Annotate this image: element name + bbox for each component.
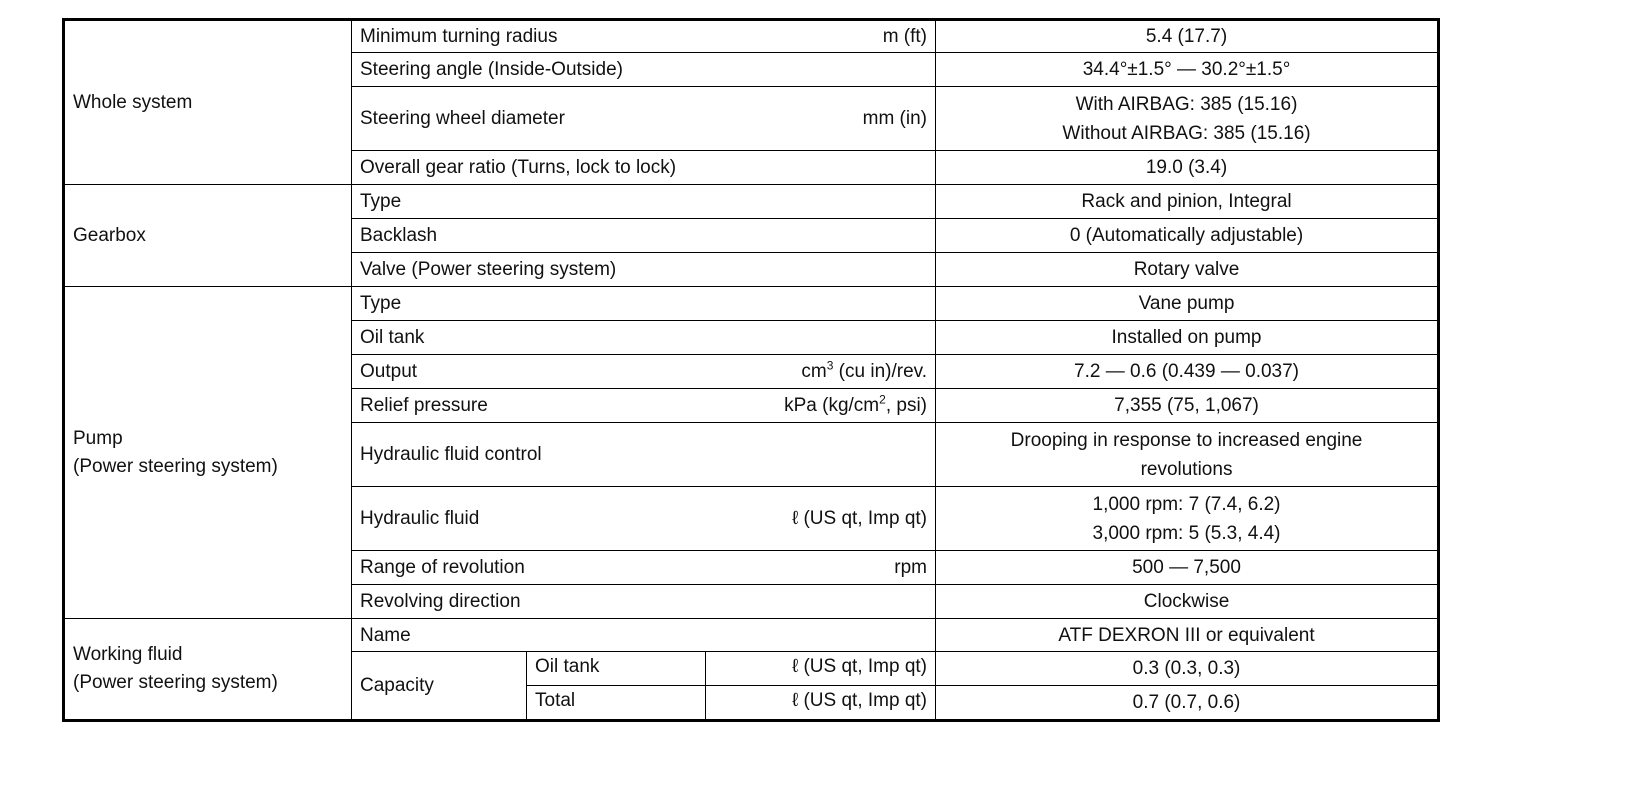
item-label: Oil tank [360, 327, 425, 348]
item-label: Steering angle (Inside-Outside) [360, 59, 623, 80]
item-relief-pressure [352, 389, 936, 423]
group-pump [64, 287, 352, 619]
value-line: Drooping in response to increased engine [1010, 429, 1363, 451]
item-unit: kPa ($kg/cm^2$, psi) [784, 392, 928, 416]
value-oil-tank: Installed on pump [936, 321, 1439, 355]
item-label: Capacity [360, 675, 434, 696]
item-fluid-name [352, 619, 936, 652]
item-unit: mm (in) [862, 108, 928, 129]
item-label: Type [360, 293, 402, 314]
item-capacity [352, 652, 527, 721]
item-hydraulic-fluid-control [352, 423, 936, 487]
value-valve: Rotary valve [936, 253, 1439, 287]
group-label-line: (Power steering system) [73, 455, 278, 477]
item-label: Backlash [360, 225, 438, 246]
value-min-turning-radius: 5.4 (17.7) [936, 20, 1439, 53]
item-label: Total [535, 686, 706, 719]
value-relief-pressure: 7,355 (75, 1,067) [936, 389, 1439, 423]
item-capacity-oil-tank [527, 652, 936, 686]
item-overall-gear-ratio [352, 151, 936, 185]
item-unit: rpm [894, 557, 928, 578]
value-capacity-oil-tank: 0.3 (0.3, 0.3) [936, 652, 1439, 686]
table-row [64, 20, 1439, 53]
value-overall-gear-ratio: 19.0 (3.4) [936, 151, 1439, 185]
group-label-line: Working fluid [73, 644, 183, 665]
item-label: Steering wheel diameter [360, 108, 565, 129]
group-label-line: Pump [73, 427, 123, 449]
group-whole-system: Whole system [64, 20, 352, 185]
steering-spec-table [62, 18, 1440, 722]
item-label: Range of revolution [360, 557, 525, 578]
item-label: Output [360, 361, 418, 382]
table-row [64, 287, 1439, 321]
item-unit: ℓ (US qt, Imp qt) [792, 690, 928, 711]
item-label: Relief pressure [360, 395, 488, 416]
value-output: 7.2 — 0.6 (0.439 — 0.037) [936, 355, 1439, 389]
value-hydraulic-fluid [936, 487, 1439, 551]
item-label: Minimum turning radius [360, 26, 558, 47]
item-output [352, 355, 936, 389]
item-capacity-total [527, 686, 936, 721]
value-capacity-total: 0.7 (0.7, 0.6) [936, 686, 1439, 721]
group-working-fluid [64, 619, 352, 721]
value-steering-angle: 34.4°±1.5° — 30.2°±1.5° [936, 53, 1439, 87]
value-gearbox-type: Rack and pinion, Integral [936, 185, 1439, 219]
value-line: 1,000 rpm: 7 (7.4, 6.2) [1092, 493, 1281, 515]
item-label: Revolving direction [360, 591, 521, 612]
table-row [64, 185, 1439, 219]
value-line: With AIRBAG: 385 (15.16) [1075, 93, 1298, 115]
item-label: Name [360, 624, 411, 646]
value-revolving-direction: Clockwise [936, 585, 1439, 619]
item-valve [352, 253, 936, 287]
item-unit: ℓ (US qt, Imp qt) [792, 508, 928, 529]
value-fluid-name: ATF DEXRON III or equivalent [936, 619, 1439, 652]
value-pump-type: Vane pump [936, 287, 1439, 321]
item-gearbox-type [352, 185, 936, 219]
value-line: Without AIRBAG: 385 (15.16) [1062, 122, 1311, 144]
value-line: 3,000 rpm: 5 (5.3, 4.4) [1092, 522, 1281, 544]
table-row [64, 619, 1439, 652]
item-label: Hydraulic fluid control [360, 444, 542, 465]
item-unit: ℓ (US qt, Imp qt) [792, 656, 928, 677]
item-range-of-revolution [352, 551, 936, 585]
item-pump-type [352, 287, 936, 321]
item-hydraulic-fluid [352, 487, 936, 551]
item-label: Valve (Power steering system) [360, 259, 617, 280]
item-label: Oil tank [535, 652, 706, 685]
item-min-turning-radius [352, 20, 936, 53]
item-label: Type [360, 191, 402, 212]
item-unit: m (ft) [882, 26, 928, 47]
value-range-of-revolution: 500 — 7,500 [936, 551, 1439, 585]
group-label-line: (Power steering system) [73, 672, 278, 693]
item-steering-wheel-diameter [352, 87, 936, 151]
item-oil-tank [352, 321, 936, 355]
item-steering-angle [352, 53, 936, 87]
value-line: revolutions [1140, 458, 1233, 480]
item-label: Overall gear ratio (Turns, lock to lock) [360, 157, 677, 178]
item-label: Hydraulic fluid [360, 508, 480, 529]
item-revolving-direction [352, 585, 936, 619]
value-steering-wheel-diameter [936, 87, 1439, 151]
item-backlash [352, 219, 936, 253]
item-unit: $cm^3$ (cu in)/rev. [801, 358, 928, 382]
group-gearbox: Gearbox [64, 185, 352, 287]
value-backlash: 0 (Automatically adjustable) [936, 219, 1439, 253]
value-hydraulic-fluid-control [936, 423, 1439, 487]
